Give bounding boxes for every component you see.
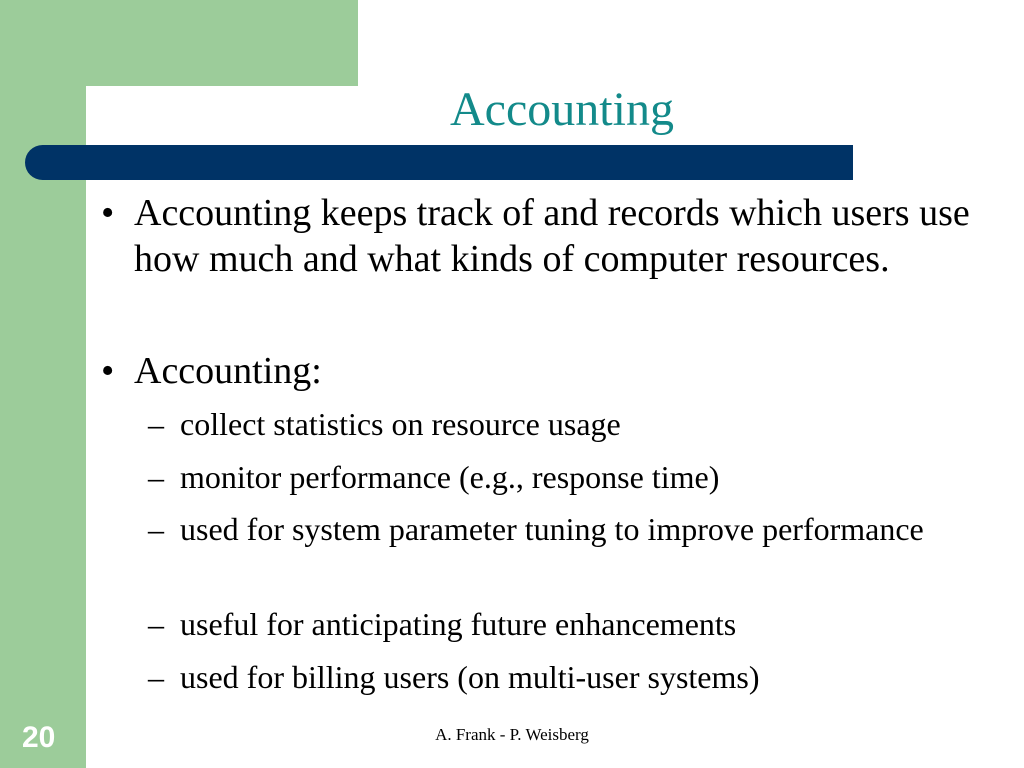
- bullet-marker: •: [101, 192, 115, 234]
- slide-title: Accounting: [450, 83, 674, 136]
- bullet-text: Accounting:: [134, 350, 322, 392]
- sub-bullet-dash: –: [148, 459, 164, 495]
- title-underline-bar: [25, 145, 853, 180]
- sub-bullet-text: collect statistics on resource usage: [180, 406, 621, 442]
- sub-bullet-text: useful for anticipating future enhancements: [180, 606, 737, 642]
- sub-bullet-dash: –: [148, 511, 164, 547]
- bullet-marker: •: [101, 350, 115, 392]
- sub-bullet-dash: –: [148, 659, 164, 695]
- footer-authors: A. Frank - P. Weisberg: [435, 725, 589, 744]
- sub-bullet-text: monitor performance (e.g., response time): [180, 459, 720, 495]
- top-green-frame: [0, 0, 358, 86]
- sub-bullet-text: used for system parameter tuning to improve performance: [180, 511, 924, 547]
- left-green-frame: [0, 0, 86, 768]
- slide-number: 20: [22, 721, 56, 754]
- sub-bullet-dash: –: [148, 606, 164, 642]
- sub-bullet-text: used for billing users (on multi-user systems): [180, 659, 760, 695]
- bullet-text: Accounting keeps track of and records which users use how much and what kinds of computer resources.: [134, 192, 970, 280]
- sub-bullet-dash: –: [148, 406, 164, 442]
